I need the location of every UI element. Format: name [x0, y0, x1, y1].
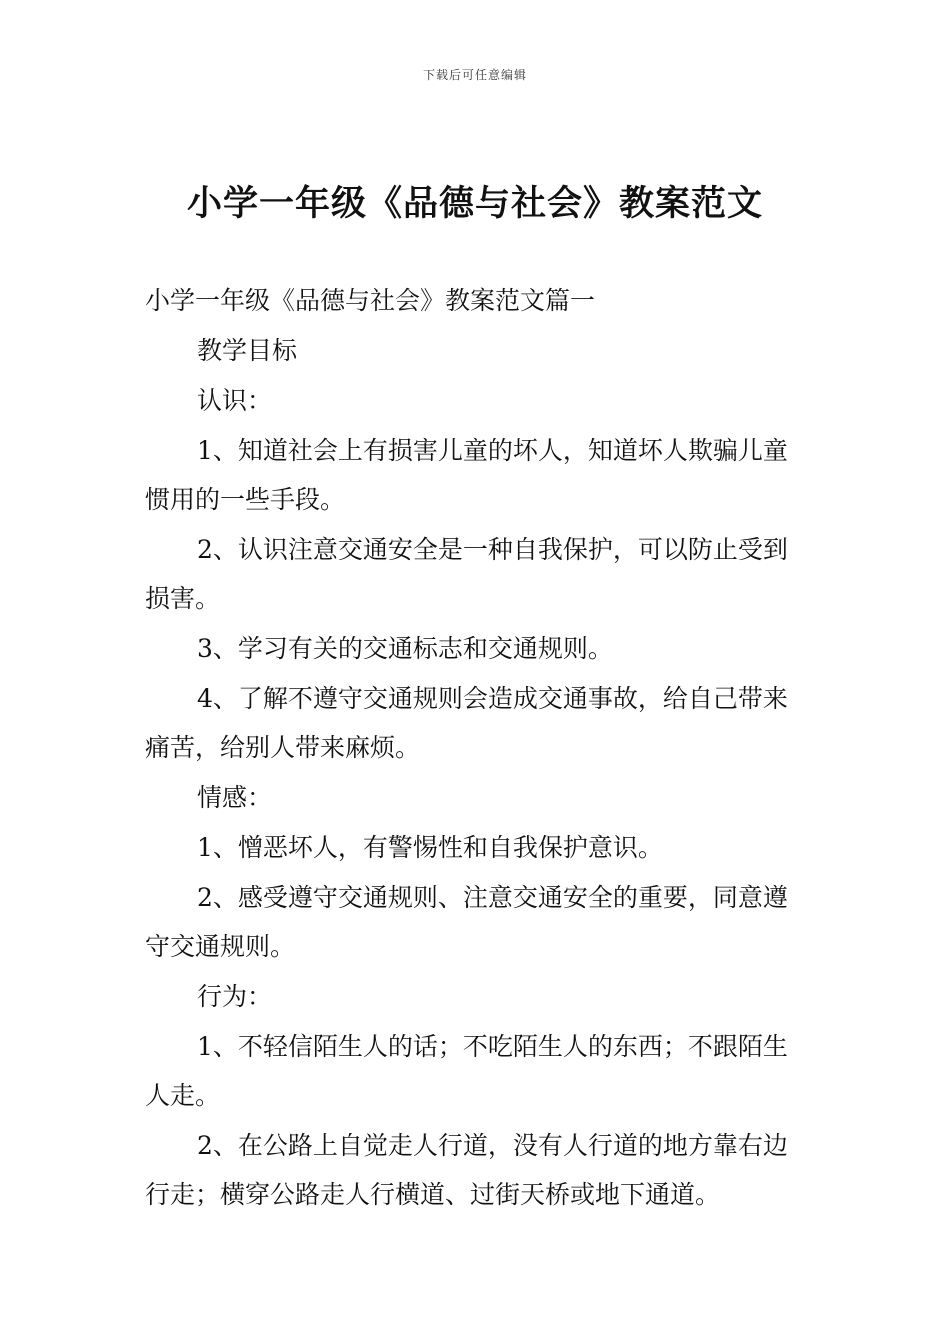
document-body — [145, 276, 810, 1220]
paragraph-cognition-heading: 认识： — [197, 386, 273, 415]
paragraph-behavior-heading: 行为： — [197, 982, 273, 1011]
paragraph-cognition-3: 3、学习有关的交通标志和交通规则。 — [197, 634, 613, 663]
paragraph-cognition-4: 4、了解不遵守交通规则会造成交通事故，给自己带来痛苦，给别人带来麻烦。 — [145, 684, 788, 762]
paragraph-emotion-heading: 情感： — [197, 783, 273, 812]
page-header-note: 下载后可任意编辑 — [422, 68, 527, 82]
paragraph-behavior-2: 2、在公路上自觉走人行道，没有人行道的地方靠右边行走；横穿公路走人行横道、过街天桥或地下通道。 — [145, 1131, 788, 1209]
paragraph-teaching-goals: 教学目标 — [197, 336, 298, 365]
paragraph-cognition-2: 2、认识注意交通安全是一种自我保护，可以防止受到损害。 — [145, 535, 788, 613]
paragraph-behavior-1: 1、不轻信陌生人的话；不吃陌生人的东西；不跟陌生人走。 — [145, 1032, 788, 1110]
paragraph-emotion-1: 1、憎恶坏人，有警惕性和自我保护意识。 — [197, 833, 663, 862]
paragraph-emotion-2: 2、感受遵守交通规则、注意交通安全的重要，同意遵守交通规则。 — [145, 883, 788, 961]
section-subtitle: 小学一年级《品德与社会》教案范文篇一 — [145, 286, 596, 315]
document-title: 小学一年级《品德与社会》教案范文 — [186, 183, 763, 224]
paragraph-cognition-1: 1、知道社会上有损害儿童的坏人，知道坏人欺骗儿童惯用的一些手段。 — [145, 436, 788, 514]
